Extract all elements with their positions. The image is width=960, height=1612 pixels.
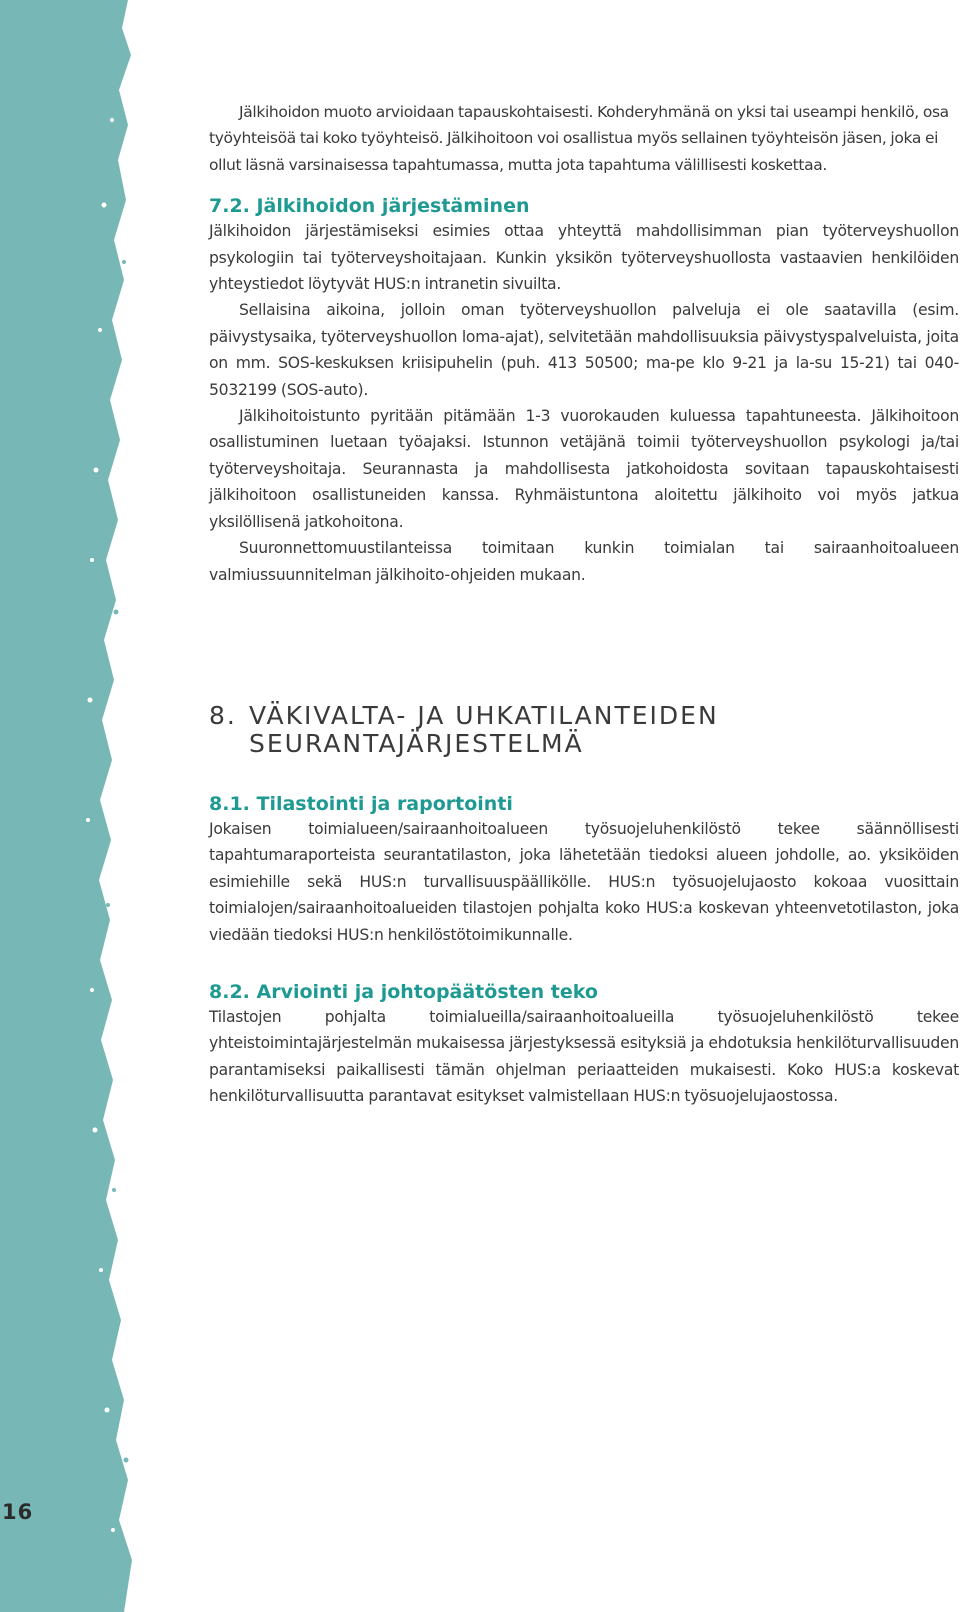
section-8-2-heading: 8.2. Arviointi ja johtopäätösten teko [209,980,598,1003]
section-8-1-heading: 8.1. Tilastointi ja raportointi [209,792,513,815]
section-8-2-paragraph: Tilastojen pohjalta toimialueilla/sairaanhoitoalueilla työsuojeluhenkilöstö tekee yhteistoimintajärjestelmän mukaisessa järjestyksessä esityksiä ja ehdotuksia henkilöturvallisuuden parantamiseksi paikallisesti tämän ohjelman periaatteiden mukaisesti. Koko HUS:a koskevat henkilöturvallisuutta parantavat esitykset valmistellaan HUS:n työsuojelujaostossa. [209,1007,959,1106]
chapter-number: 8. [209,700,237,730]
section-7-2-paragraph-3: Jälkihoitoistunto pyritään pitämään 1-3 vuorokauden kuluessa tapahtuneesta. Jälkihoitoon osallistuminen luetaan työajaksi. Istunnon vetäjänä toimii työterveyshuollon psykologi ja/tai työterveyshoitaja. Seurannasta ja mahdollisesta jatkohoidosta sovitaan tapauskohtaisesti jälkihoitoon osallistuneiden kanssa. Ryhmäistuntona aloitettu jälkihoito voi myös jatkua yksilöllisenä jatkohoitona. [209,407,959,531]
intro-paragraph: Jälkihoidon muoto arvioidaan tapauskohtaisesti. Kohderyhmänä on yksi tai useampi henkilö, osa työyhteisöä tai koko työyhteisö. Jälkihoitoon voi osallistua myös sellainen työyhteisön jäsen, joka ei ollut läsnä varsinaisessa tapahtumassa, mutta jota tapahtuma välillisesti koskettaa. [209,103,949,174]
page-content [209,99,959,1110]
section-8-1-paragraph: Jokaisen toimialueen/sairaanhoitoalueen työsuojeluhenkilöstö tekee säännöllisesti tapahtumaraporteista seurantatilaston, joka lähetetään tiedoksi alueen johdolle, ao. yksiköiden esimiehille sekä HUS:n turvallisuuspäällikölle. HUS:n työsuojelujaosto kokoaa vuosittain toimialojen/sairaanhoitoalueiden tilastojen pohjalta koko HUS:a koskevan yhteenvetotilaston, joka viedään tiedoksi HUS:n henkilöstötoimikunnalle. [209,819,959,944]
chapter-title-line-2: SEURANTAJÄRJESTELMÄ [249,728,584,758]
page-number: 16 [2,1500,34,1524]
chapter-title-line-1: VÄKIVALTA- JA UHKATILANTEIDEN [249,700,719,730]
section-7-2-paragraph-4: Suuronnettomuustilanteissa toimitaan kunkin toimialan tai sairaanhoitoalueen valmiussuunnitelman jälkihoito-ohjeiden mukaan. [209,539,959,584]
decorative-side-band [0,0,140,1612]
section-7-2-paragraph-2: Sellaisina aikoina, jolloin oman työterveyshuollon palveluja ei ole saatavilla (esim. päivystysaika, työterveyshuollon loma-ajat), selvitetään mahdollisuuksia päivystyspalveluista, joita on mm. SOS-keskuksen kriisipuhelin (puh. 413 50500; ma-pe klo 9-21 ja la-su 15-21) tai 040-5032199 (SOS-auto). [209,301,959,399]
section-7-2-paragraph-1: Jälkihoidon järjestämiseksi esimies ottaa yhteyttä mahdollisimman pian työterveyshuollon psykologiin tai työterveyshoitajaan. Kunkin yksikön työterveyshuollosta vastaavien henkilöiden yhteystiedot löytyvät HUS:n intranetin sivuilta. [209,222,959,294]
chapter-title [249,702,959,758]
section-7-2-heading: 7.2. Jälkihoidon järjestäminen [209,195,530,218]
chapter-8-heading [209,702,959,758]
